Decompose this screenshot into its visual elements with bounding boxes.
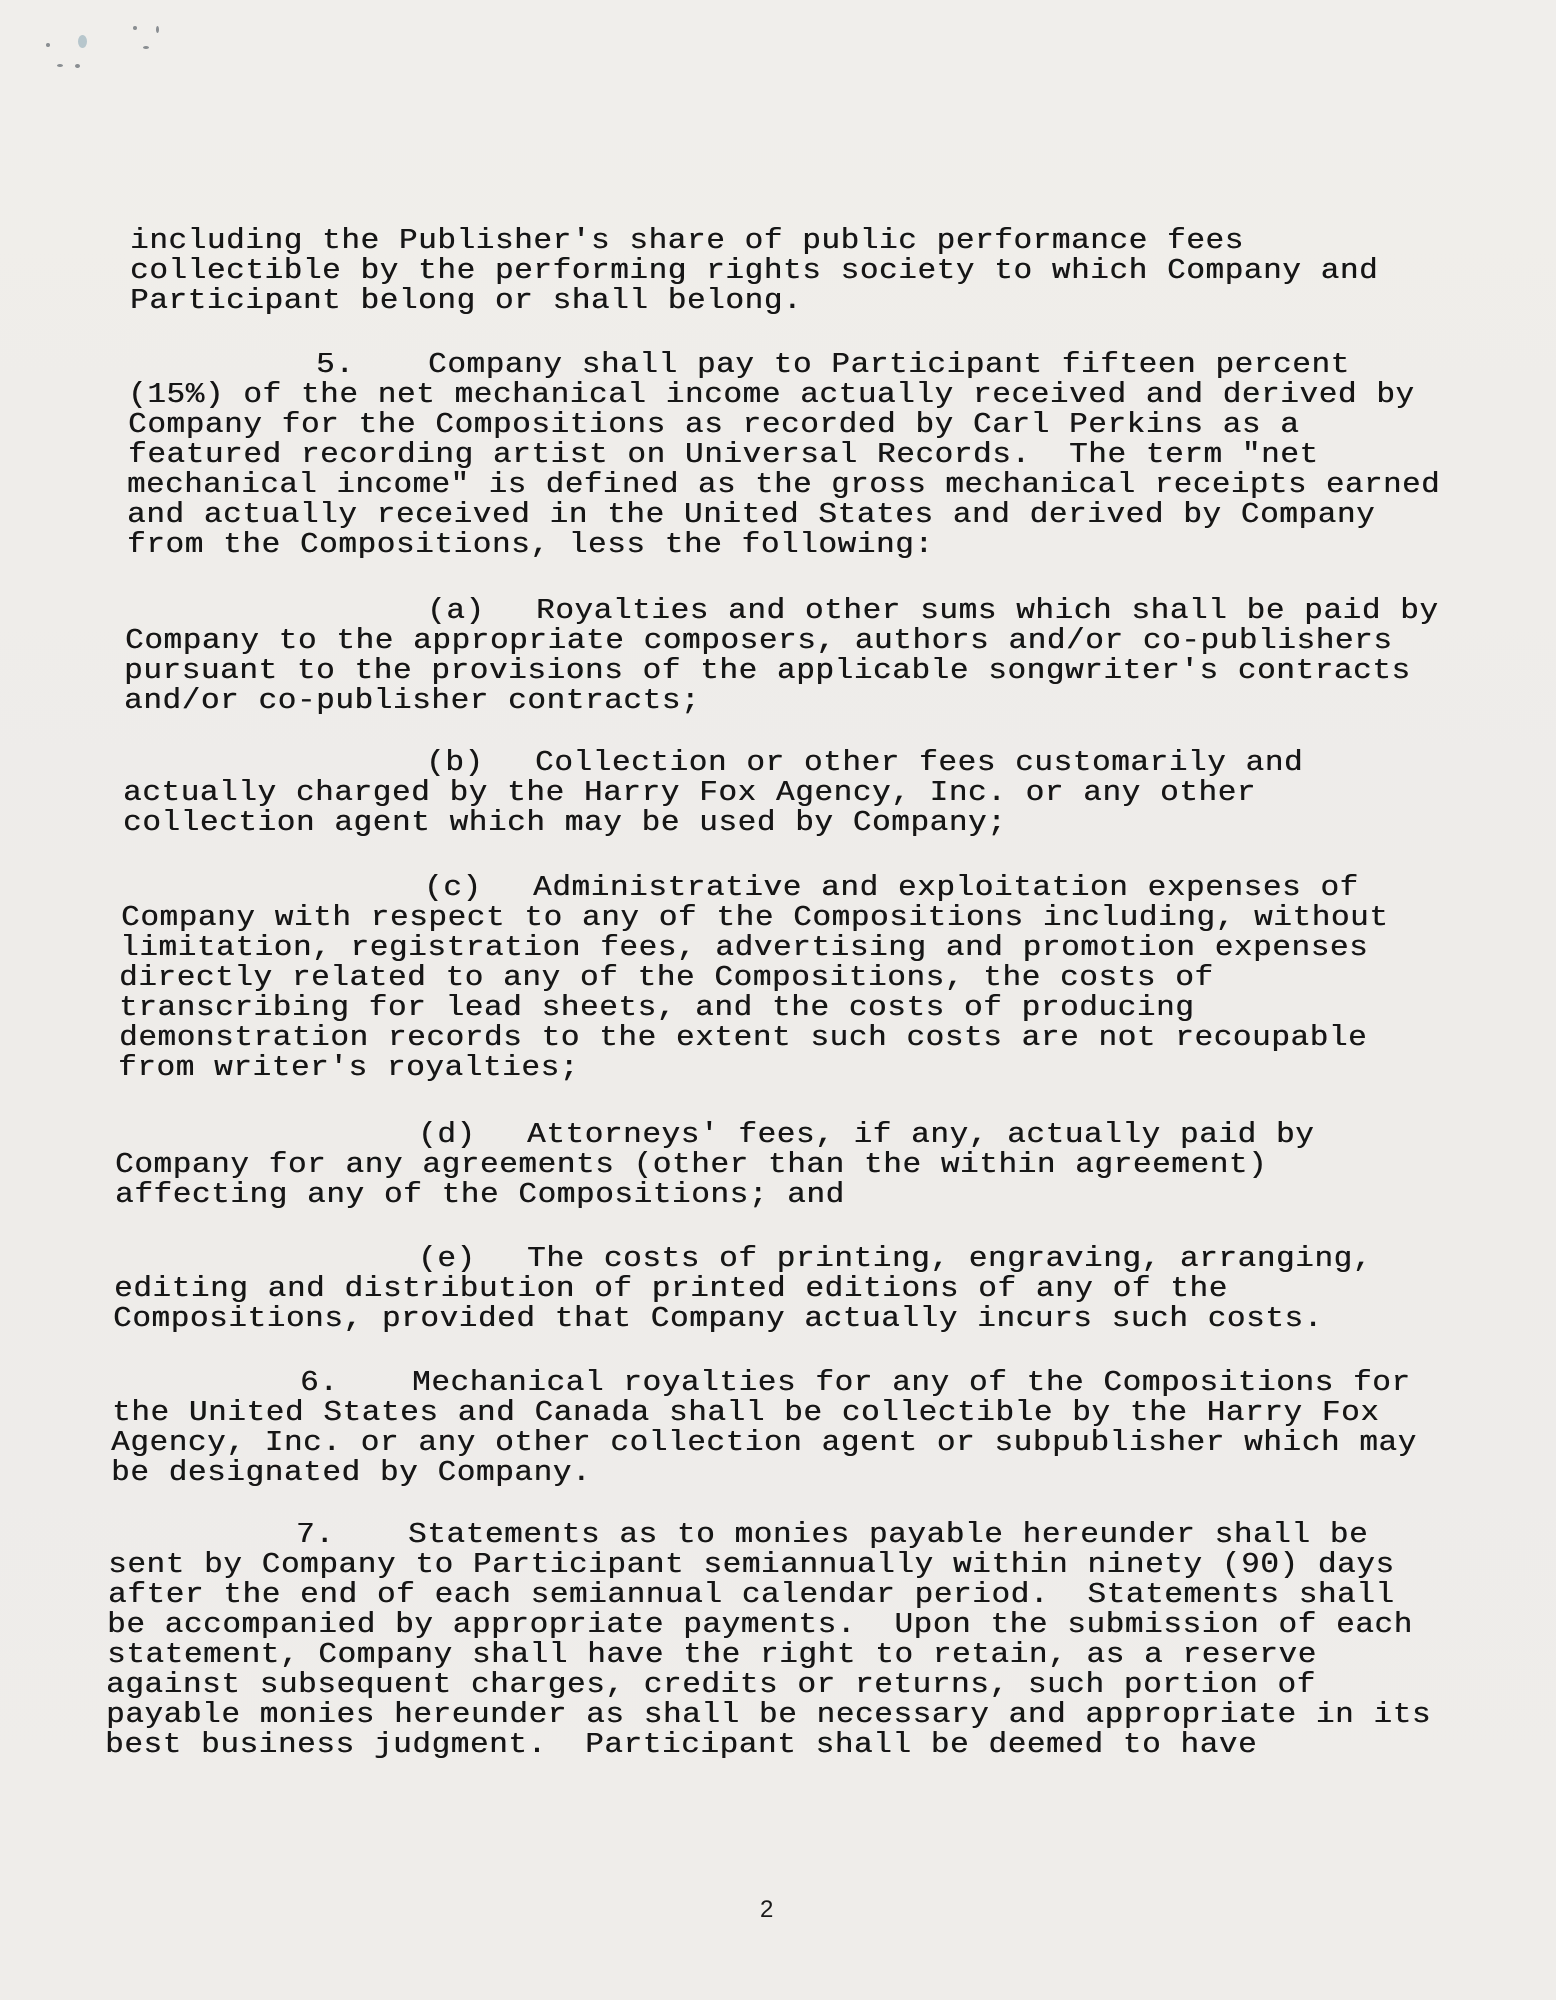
text-line: directly related to any of the Compositions, the costs of <box>119 962 1214 995</box>
text-line: Company to the appropriate composers, authors and/or co-publishers <box>125 625 1393 658</box>
text-line: sent by Company to Participant semiannually within ninety (90) days <box>108 1549 1395 1582</box>
text-line: Agency, Inc. or any other collection agent or subpublisher which may <box>111 1427 1417 1460</box>
text-line: Collection or other fees customarily and <box>535 747 1304 780</box>
subsection-label: (b) <box>426 747 484 780</box>
text-line: pursuant to the provisions of the applicable songwriter's contracts <box>124 655 1411 688</box>
text-line: Mechanical royalties for any of the Compositions for <box>412 1367 1411 1400</box>
section-number: 5. <box>316 349 355 382</box>
text-line: collection agent which may be used by Company; <box>123 807 1007 840</box>
text-line: Royalties and other sums which shall be paid by <box>536 595 1439 628</box>
text-line: featured recording artist on Universal Records. The term "net <box>128 439 1319 472</box>
text-line: Participant belong or shall belong. <box>130 285 803 318</box>
text-line: affecting any of the Compositions; and <box>115 1179 845 1212</box>
section-number: 7. <box>296 1519 335 1552</box>
text-line: demonstration records to the extent such costs are not recoupable <box>119 1022 1368 1055</box>
text-line: Statements as to monies payable hereunder shall be <box>408 1519 1369 1552</box>
text-line: mechanical income" is defined as the gross mechanical receipts earned <box>127 469 1441 502</box>
subsection-label: (c) <box>424 872 482 905</box>
text-line: against subsequent charges, credits or returns, such portion of <box>106 1669 1316 1702</box>
subsection-label: (e) <box>418 1243 476 1276</box>
text-line: and actually received in the United States and derived by Company <box>127 499 1376 532</box>
text-line: Company shall pay to Participant fifteen percent <box>428 349 1350 382</box>
text-line: be designated by Company. <box>111 1457 592 1490</box>
text-line: Attorneys' fees, if any, actually paid by <box>527 1119 1315 1152</box>
section-number: 6. <box>300 1367 339 1400</box>
text-line: Administrative and exploitation expenses of <box>533 872 1359 905</box>
text-line: including the Publisher's share of public performance fees <box>130 225 1244 258</box>
text-line: transcribing for lead sheets, and the costs of producing <box>119 992 1195 1025</box>
text-line: Compositions, provided that Company actually incurs such costs. <box>113 1303 1323 1336</box>
subsection-label: (a) <box>427 595 485 628</box>
text-line: the United States and Canada shall be collectible by the Harry Fox <box>112 1397 1380 1430</box>
text-line: and/or co-publisher contracts; <box>124 685 701 718</box>
subsection-label: (d) <box>418 1119 476 1152</box>
text-line: from the Compositions, less the following: <box>127 529 934 562</box>
text-line: be accompanied by appropriate payments. Upon the submission of each <box>107 1609 1413 1642</box>
text-line: editing and distribution of printed editions of any of the <box>114 1273 1228 1306</box>
text-line: The costs of printing, engraving, arranging, <box>527 1243 1372 1276</box>
text-line: Company for the Compositions as recorded by Carl Perkins as a <box>128 409 1300 442</box>
page-number: 2 <box>760 1896 774 1923</box>
paper-blemishes <box>0 0 250 100</box>
text-line: payable monies hereunder as shall be necessary and appropriate in its <box>106 1699 1432 1732</box>
text-line: collectible by the performing rights society to which Company and <box>130 255 1379 288</box>
text-line: actually charged by the Harry Fox Agency, Inc. or any other <box>123 777 1256 810</box>
text-line: limitation, registration fees, advertising and promotion expenses <box>120 932 1369 965</box>
text-line: from writer's royalties; <box>118 1052 579 1085</box>
text-line: after the end of each semiannual calendar period. Statements shall <box>108 1579 1395 1612</box>
text-line: statement, Company shall have the right to retain, as a reserve <box>107 1639 1317 1672</box>
text-line: Company with respect to any of the Compositions including, without <box>121 902 1389 935</box>
text-line: best business judgment. Participant shall be deemed to have <box>105 1729 1258 1762</box>
text-line: Company for any agreements (other than the within agreement) <box>115 1149 1268 1182</box>
text-line: (15%) of the net mechanical income actually received and derived by <box>128 379 1415 412</box>
